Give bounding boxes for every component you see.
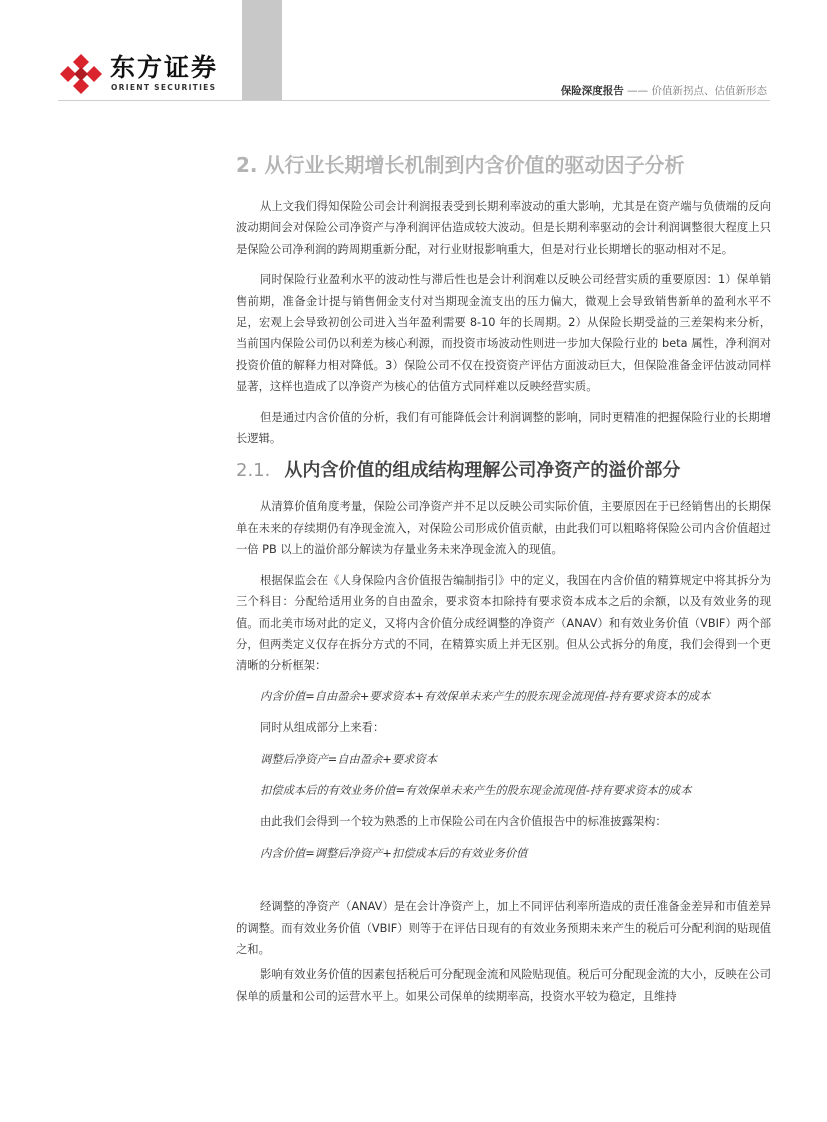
section-number: 2.1. [236, 460, 271, 482]
section-title: 从内含价值的组成结构理解公司净资产的溢价部分 [284, 460, 681, 482]
paragraph: 影响有效业务价值的因素包括税后可分配现金流和风险贴现值。税后可分配现金流的大小，反映在公司保单的质量和公司的运营水平上。如果公司保单的续期率高，投资水平较为稳定，且维持 [236, 968, 771, 1003]
paragraph: 根据保监会在《人身保险内含价值报告编制指引》中的定义，我国在内含价值的精算规定中将其拆分为三个科目：分配给适用业务的自由盈余，要求资本扣除持有要求资本成本之后的余额，以及有效业务的现值。而北美市场对此的定义，又将内含价值分成经调整的净资产（ANAV）和有效业务价值（VBIF）两个部分，但两类定义仅存在拆分方式的不同，在精算实质上并无区别。但从公式拆分的角度，我们会得到一个更清晰的分析框架： [236, 573, 771, 673]
report-title: 价值新拐点、估值新形态 [651, 85, 767, 97]
paragraph: 同时保险行业盈利水平的波动性与滞后性也是会计利润难以反映公司经营实质的重要原因：1）保单销售前期，准备金计提与销售佣金支付对当期现金流支出的压力偏大，微观上会导致销售新单的盈利水平不足，宏观上会导致初创公司进入当年盈利需要 8-10 年的长周期。2）从保险长期受益的三差架构来分析，当前国内保险公司仍以利差为核心利源，而投资市场波动性则进一步加大保险行业的 beta 属性，净利润对投资价值的解释力相对降低。3）保险公司不仅在投资资产评估方面波动巨大，但保险准备金评估波动同样显著，这样也造成了以净资产为核心的估值方式同样难以反映经营实质。 [236, 273, 771, 394]
report-header-caption [561, 83, 767, 98]
paragraph: 从清算价值角度考量，保险公司净资产并不足以反映公司实际价值，主要原因在于已经销售出的长期保单在未来的存续期仍有净现金流入，对保险公司形成价值贡献，由此我们可以粗略将保险公司内含价值超过一倍 PB 以上的溢价部分解读为存量业务未来净现金流入的现值。 [236, 500, 771, 557]
spacer [236, 874, 771, 896]
section-2-heading: 2. 从行业长期增长机制到内含价值的驱动因子分析 [236, 153, 685, 177]
company-logo [58, 52, 228, 96]
report-type: 保险深度报告 [560, 85, 624, 97]
text-line: 由此我们会得到一个较为熟悉的上市保险公司在内含价值报告中的标准披露架构： [260, 815, 667, 829]
formula-ev-summary: 内含价值=调整后净资产+扣偿成本后的有效业务价值 [260, 846, 528, 860]
document-body [236, 150, 771, 1016]
header-separator: —— [623, 85, 652, 97]
orient-securities-logo-icon [58, 52, 104, 96]
header-divider [58, 100, 770, 101]
logo-chinese-name: 东方证券 [110, 53, 219, 82]
text-line: 同时从组成部分上来看： [260, 721, 385, 735]
paragraph: 但是通过内含价值的分析，我们有可能降低会计利润调整的影响，同时更精准的把握保险行业的长期增长逻辑。 [236, 410, 771, 446]
formula-adjusted-net-assets: 调整后净资产=自由盈余+要求资本 [260, 752, 438, 766]
header-accent-bar [242, 0, 282, 100]
paragraph: 经调整的净资产（ANAV）是在会计净资产上，加上不同评估利率所造成的责任准备金差异和市值差异的调整。而有效业务价值（VBIF）则等于在评估日现有的有效业务预期未来产生的税后可分配利润的贴现值之和。 [236, 900, 771, 956]
paragraph: 从上文我们得知保险公司会计利润报表受到长期利率波动的重大影响，尤其是在资产端与负债端的反向波动期间会对保险公司净资产与净利润评估造成较大波动。但是长期利率驱动的会计利润调整很大程度上只是保险公司净利润的跨周期重新分配，对行业财报影响重大，但是对行业长期增长的驱动相对不足。 [236, 200, 771, 256]
section-2-1-heading [236, 458, 771, 484]
formula-embedded-value: 内含价值=自由盈余+要求资本+有效保单未来产生的股东现金流现值-持有要求资本的成本 [260, 689, 711, 703]
formula-vbif: 扣偿成本后的有效业务价值=有效保单未来产生的股东现金流现值-持有要求资本的成本 [260, 783, 692, 797]
logo-english-name: ORIENT SECURITIES [111, 83, 217, 92]
